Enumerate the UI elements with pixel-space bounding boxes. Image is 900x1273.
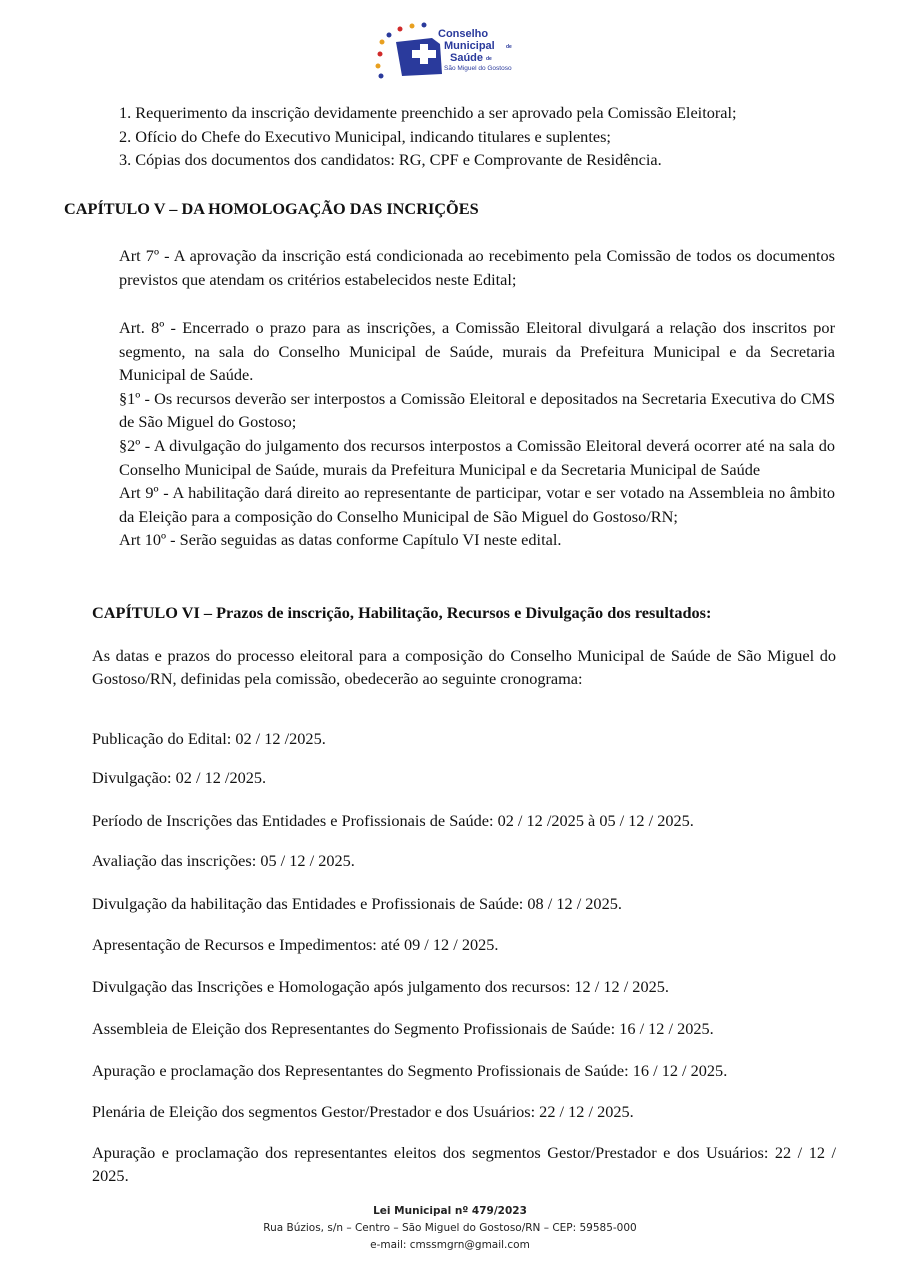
logo-line-1: Conselho: [438, 28, 489, 40]
schedule-item: Publicação do Edital: 02 / 12 /2025.: [92, 729, 326, 748]
schedule-item: Avaliação das inscrições: 05 / 12 / 2025.: [92, 851, 355, 870]
schedule-item: Divulgação: 02 / 12 /2025.: [92, 768, 267, 787]
art-10: Art 10º - Serão seguidas as datas conforme Capítulo VI neste edital.: [119, 530, 562, 550]
logo-line-4: São Miguel do Gostoso: [444, 65, 512, 72]
paragraph-2: §2º - A divulgação do julgamento dos recursos interpostos a Comissão Eleitoral deverá ocorrer até na sala do Conselho Municipal de Saúde, murais da Prefeitura Municipal e da Secretaria Municipal de Saúde: [119, 435, 835, 479]
art-9: Art 9º - A habilitação dará direito ao representante de participar, votar e ser votado na Assembleia no âmbito da Eleição para a composição do Conselho Municipal de São Miguel do Gostoso/RN;: [119, 483, 835, 526]
schedule-item: Plenária de Eleição dos segmentos Gestor/Prestador e dos Usuários: 22 / 12 / 2025.: [92, 1102, 634, 1121]
logo-line-3: Saúde: [450, 52, 484, 64]
logo-line-2b: de: [506, 44, 512, 50]
schedule-item: Período de Inscrições das Entidades e Profissionais de Saúde: 02 / 12 /2025 à 05 / 12 / 2025.: [92, 811, 694, 830]
schedule-item: Apuração e proclamação dos Representantes do Segmento Profissionais de Saúde: 16 / 12 / 2025.: [92, 1061, 728, 1080]
schedule-item: Apuração e proclamação dos representantes eleitos dos segmentos Gestor/Prestador e dos Usuários: 22 / 12 / 2025.: [92, 1143, 836, 1185]
schedule-item: Apresentação de Recursos e Impedimentos: até 09 / 12 / 2025.: [92, 935, 499, 954]
council-logo: [372, 20, 532, 82]
chapter-6-heading: CAPÍTULO VI – Prazos de inscrição, Habilitação, Recursos e Divulgação dos resultados:: [92, 603, 712, 622]
list-item: 2. Ofício do Chefe do Executivo Municipal, indicando titulares e suplentes;: [119, 126, 611, 146]
logo-line-2: Municipal: [444, 40, 495, 52]
chapter-6-intro: As datas e prazos do processo eleitoral para a composição do Conselho Municipal de Saúde de São Miguel do Gostoso/RN, definidas pela comissão, obedecerão ao seguinte cronograma:: [92, 646, 836, 688]
footer-email: e-mail: cmssmgrn@gmail.com: [370, 1239, 530, 1251]
schedule-item: Assembleia de Eleição dos Representantes do Segmento Profissionais de Saúde: 16 / 12 / 2025.: [92, 1019, 714, 1038]
footer-law: Lei Municipal nº 479/2023: [373, 1205, 527, 1217]
list-item: 3. Cópias dos documentos dos candidatos: RG, CPF e Comprovante de Residência.: [119, 150, 662, 170]
page-footer: [0, 1203, 900, 1254]
schedule-item: Divulgação da habilitação das Entidades e Profissionais de Saúde: 08 / 12 / 2025.: [92, 894, 622, 913]
requirements-list: [119, 101, 737, 172]
art-8-section: [119, 316, 835, 552]
chapter-5-heading: CAPÍTULO V – DA HOMOLOGAÇÃO DAS INCRIÇÕES: [64, 199, 479, 218]
logo-line-3b: de: [486, 56, 492, 62]
art-7: Art 7º - A aprovação da inscrição está condicionada ao recebimento pela Comissão de todos os documentos previstos que atendam os critérios estabelecidos neste Edital;: [119, 246, 835, 289]
schedule-list: [92, 727, 836, 1187]
footer-address: Rua Búzios, s/n – Centro – São Miguel do Gostoso/RN – CEP: 59585-000: [263, 1222, 637, 1234]
paragraph-1: §1º - Os recursos deverão ser interpostos a Comissão Eleitoral e depositados na Secretaria Executiva do CMS de São Miguel do Gostoso;: [119, 388, 835, 432]
schedule-item: Divulgação das Inscrições e Homologação após julgamento dos recursos: 12 / 12 / 2025.: [92, 977, 669, 996]
list-item: 1. Requerimento da inscrição devidamente preenchido a ser aprovado pela Comissão Eleitoral;: [119, 103, 737, 122]
art-8: Art. 8º - Encerrado o prazo para as inscrições, a Comissão Eleitoral divulgará a relação dos inscritos por segmento, na sala do Conselho Municipal de Saúde, murais da Prefeitura Municipal e da Secretaria Municipal de Saúde.: [119, 318, 835, 385]
